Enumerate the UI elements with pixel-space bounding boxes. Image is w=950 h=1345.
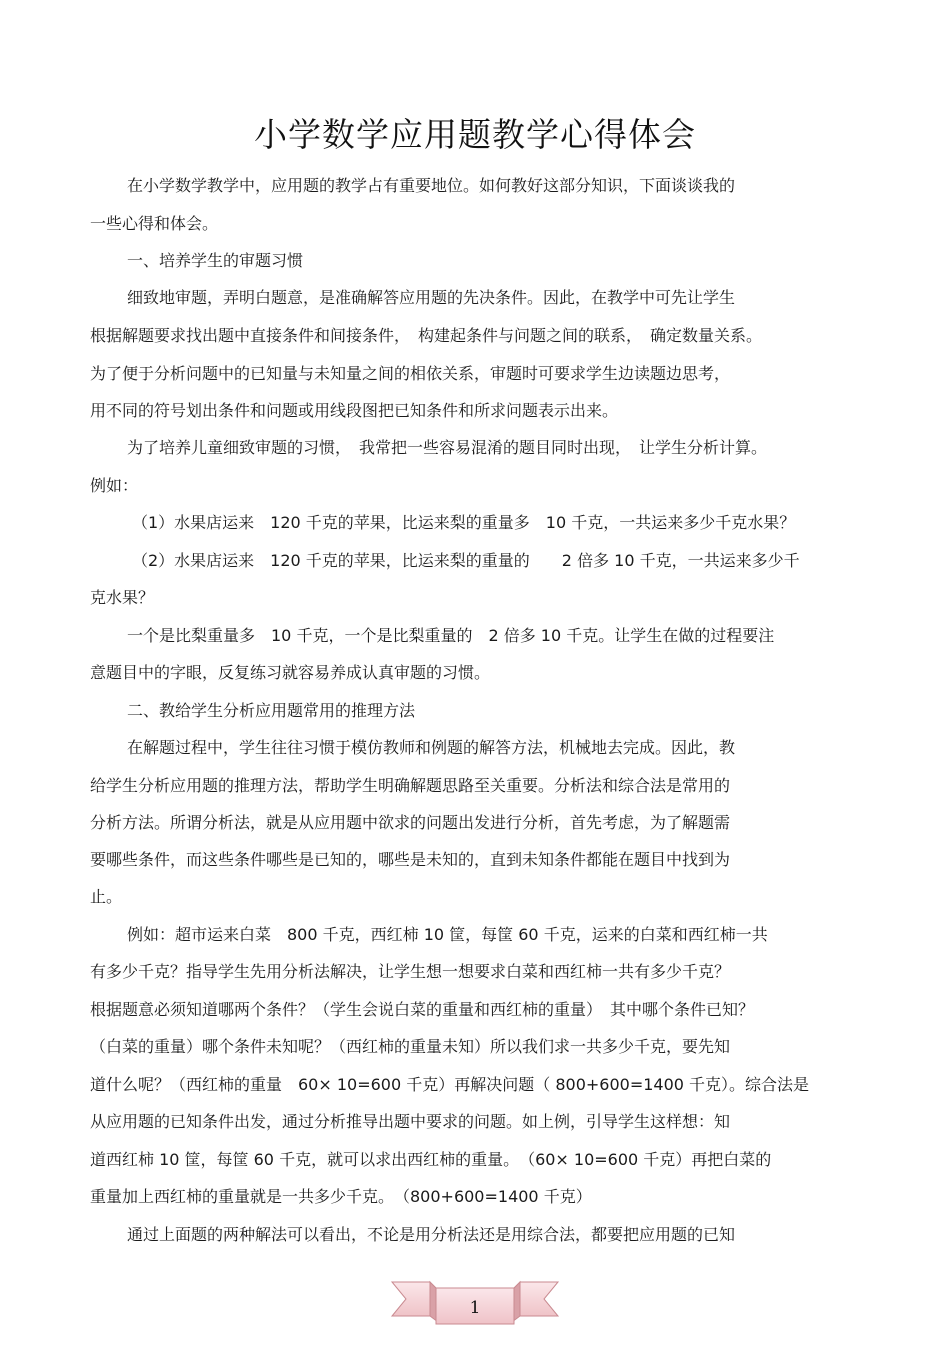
paragraph-line: 例如： [90, 476, 139, 495]
paragraph-line: 克水果？ [90, 588, 155, 607]
paragraph-line: 一些心得和体会。 [90, 214, 219, 233]
paragraph-line: 道西红柿 10 筐，每筐 60 千克，就可以求出西红柿的重量。 （60× 10=600 千克）再把白菜的 [90, 1150, 772, 1169]
page-number: 1 [469, 1298, 481, 1318]
paragraph-line: 在解题过程中，学生往往习惯于模仿教师和例题的解答方法，机械地去完成。因此，教 [127, 738, 736, 757]
section-heading: 一、培养学生的审题习惯 [127, 251, 304, 270]
paragraph-line: （白菜的重量）哪个条件未知呢？（西红柿的重量未知）所以我们求一共多少千克，要先知 [90, 1037, 731, 1056]
document-title: 小学数学应用题教学心得体会 [254, 115, 696, 154]
paragraph-line: 道什么呢？（西红柿的重量 60× 10=600 千克）再解决问题（ 800+600=1400 千克）。综合法是 [90, 1075, 810, 1094]
paragraph-line: 为了培养儿童细致审题的习惯， 我常把一些容易混淆的题目同时出现， 让学生分析计算。 [127, 438, 768, 457]
paragraph-line: 一个是比梨重量多 10 千克，一个是比梨重量的 2 倍多 10 千克。让学生在做的过程要注 [127, 626, 775, 645]
paragraph-line: 例如：超市运来白菜 800 千克，西红柿 10 筐，每筐 60 千克，运来的白菜和西红柿一共 [127, 925, 768, 944]
paragraph-line: 止。 [90, 887, 123, 906]
paragraph-line: 给学生分析应用题的推理方法，帮助学生明确解题思路至关重要。分析法和综合法是常用的 [90, 776, 731, 795]
paragraph-line: 通过上面题的两种解法可以看出，不论是用分析法还是用综合法，都要把应用题的已知 [127, 1225, 736, 1244]
section-heading: 二、教给学生分析应用题常用的推理方法 [127, 701, 416, 720]
paragraph-line: 为了便于分析问题中的已知量与未知量之间的相依关系，审题时可要求学生边读题边思考， [90, 364, 731, 383]
paragraph-line: 重量加上西红柿的重量就是一共多少千克。 （800+600=1400 千克） [90, 1187, 592, 1206]
paragraph-line: 在小学数学教学中，应用题的教学占有重要地位。如何教好这部分知识，下面谈谈我的 [127, 176, 736, 195]
paragraph-line: 要哪些条件，而这些条件哪些是已知的，哪些是未知的，直到未知条件都能在题目中找到为 [90, 850, 731, 869]
page-number-banner [390, 1272, 560, 1334]
paragraph-line: 根据题意必须知道哪两个条件？（学生会说白菜的重量和西红柿的重量） 其中哪个条件已知？ [90, 1000, 755, 1019]
paragraph-line: 分析方法。所谓分析法，就是从应用题中欲求的问题出发进行分析，首先考虑，为了解题需 [90, 813, 731, 832]
paragraph-line: 用不同的符号划出条件和问题或用线段图把已知条件和所求问题表示出来。 [90, 401, 619, 420]
paragraph-line: 意题目中的字眼，反复练习就容易养成认真审题的习惯。 [90, 663, 491, 682]
example-line: （2）水果店运来 120 千克的苹果，比运来梨的重量的 2 倍多 10 千克，一共运来多少千 [132, 551, 800, 570]
paragraph-line: 有多少千克？指导学生先用分析法解决，让学生想一想要求白菜和西红柿一共有多少千克？ [90, 962, 731, 981]
paragraph-line: 细致地审题，弄明白题意，是准确解答应用题的先决条件。因此，在教学中可先让学生 [127, 288, 736, 307]
example-line: （1）水果店运来 120 千克的苹果，比运来梨的重量多 10 千克，一共运来多少千克水果？ [132, 513, 796, 532]
paragraph-line: 根据解题要求找出题中直接条件和间接条件， 构建起条件与问题之间的联系， 确定数量关系。 [90, 326, 763, 345]
paragraph-line: 从应用题的已知条件出发，通过分析推导出题中要求的问题。如上例，引导学生这样想：知 [90, 1112, 731, 1131]
